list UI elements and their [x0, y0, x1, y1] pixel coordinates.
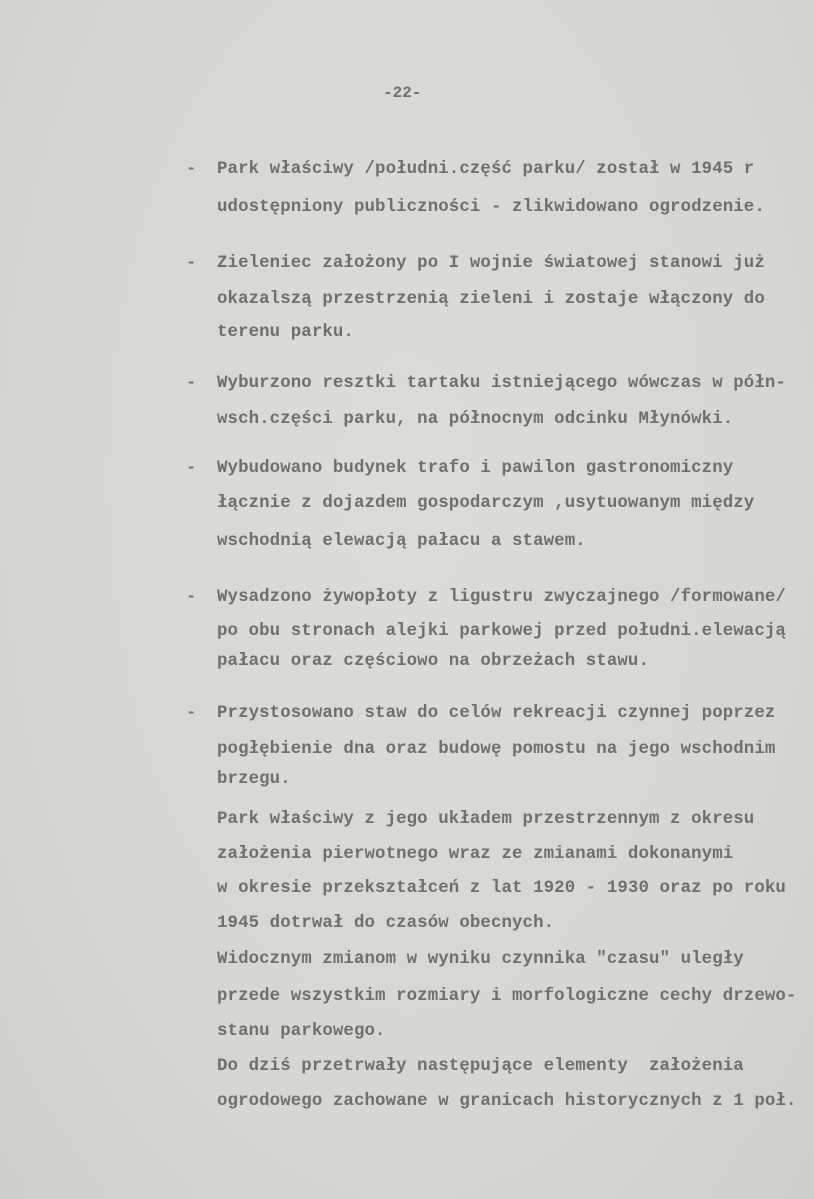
page-number: -22-	[383, 84, 422, 102]
bullet-dash: -	[186, 704, 197, 723]
paragraph-line: w okresie przekształceń z lat 1920 - 1930 oraz po roku	[217, 879, 786, 898]
paragraph-line: Park właściwy z jego układem przestrzennym z okresu	[217, 810, 755, 829]
paragraph-line: ogrodowego zachowane w granicach historycznych z 1 poł.	[217, 1092, 797, 1111]
bullet-item-line: okazalszą przestrzenią zieleni i zostaje włączony do	[217, 290, 765, 309]
bullet-item-line: pałacu oraz częściowo na obrzeżach stawu.	[217, 652, 649, 671]
bullet-item-line: Zieleniec założony po I wojnie światowej stanowi już	[217, 254, 765, 273]
bullet-item-line: łącznie z dojazdem gospodarczym ,usytuowanym między	[217, 494, 755, 513]
bullet-item-line: Wysadzono żywopłoty z ligustru zwyczajnego /formowane/	[217, 588, 786, 607]
bullet-item-line: po obu stronach alejki parkowej przed południ.elewacją	[217, 622, 786, 641]
bullet-item-line: Wyburzono resztki tartaku istniejącego wówczas w półn-	[217, 374, 786, 393]
bullet-item-line: terenu parku.	[217, 323, 354, 342]
bullet-dash: -	[186, 160, 197, 179]
paragraph-line: stanu parkowego.	[217, 1022, 386, 1041]
bullet-dash: -	[186, 588, 197, 607]
bullet-item-line: udostępniony publiczności - zlikwidowano ogrodzenie.	[217, 198, 765, 217]
bullet-item-line: wschodnią elewacją pałacu a stawem.	[217, 532, 586, 551]
bullet-item-line: Przystosowano staw do celów rekreacji czynnej poprzez	[217, 704, 776, 723]
bullet-dash: -	[186, 459, 197, 478]
bullet-item-line: brzegu.	[217, 770, 291, 789]
paragraph-line: Do dziś przetrwały następujące elementy założenia	[217, 1057, 744, 1076]
bullet-dash: -	[186, 254, 197, 273]
bullet-dash: -	[186, 374, 197, 393]
paragraph-line: przede wszystkim rozmiary i morfologiczne cechy drzewo-	[217, 987, 797, 1006]
bullet-item-line: Wybudowano budynek trafo i pawilon gastronomiczny	[217, 459, 734, 478]
bullet-item-line: wsch.części parku, na północnym odcinku Młynówki.	[217, 410, 734, 429]
paragraph-line: 1945 dotrwał do czasów obecnych.	[217, 914, 555, 933]
bullet-item-line: pogłębienie dna oraz budowę pomostu na jego wschodnim	[217, 740, 776, 759]
paragraph-line: założenia pierwotnego wraz ze zmianami dokonanymi	[217, 845, 734, 864]
bullet-item-line: Park właściwy /południ.część parku/ został w 1945 r	[217, 160, 755, 179]
paragraph-line: Widocznym zmianom w wyniku czynnika "czasu" uległy	[217, 950, 744, 969]
